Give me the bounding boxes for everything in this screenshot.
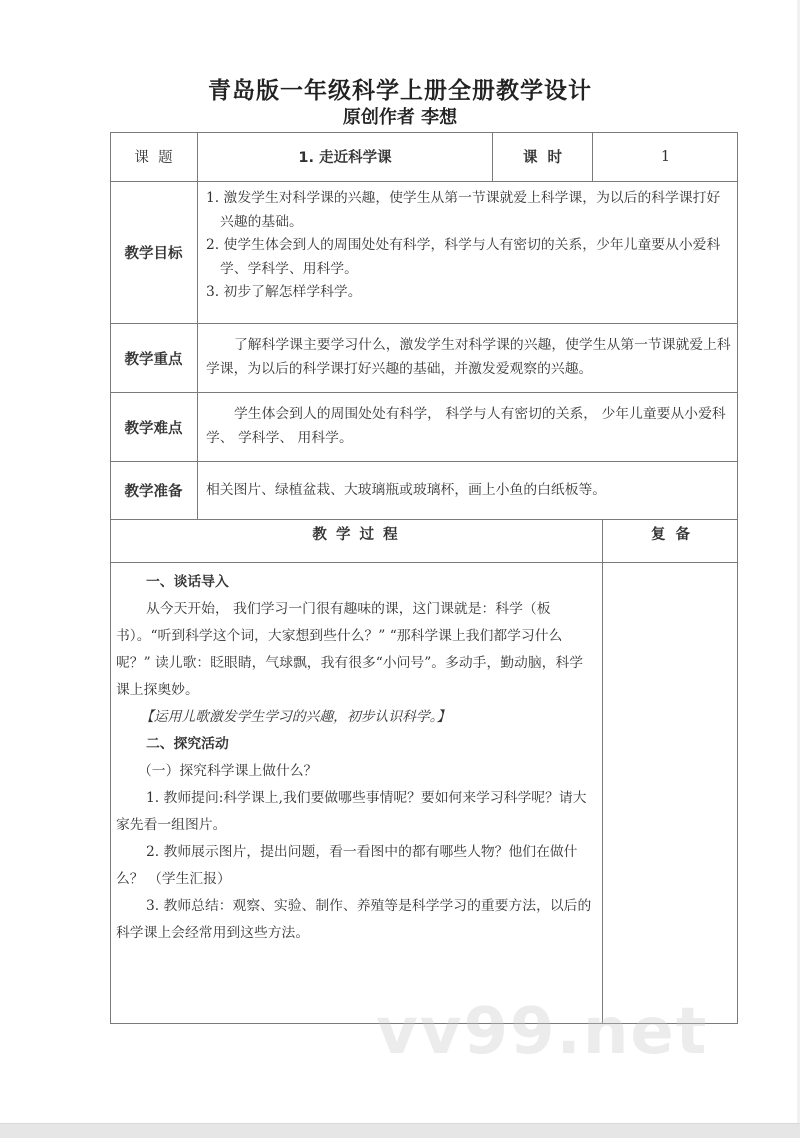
page-bottom-edge	[0, 1123, 800, 1138]
objective-item: 2. 使学生体会到人的周围处处有科学，科学与人有密切的关系，少年儿童要从小爱科学、学科学、用科学。	[206, 237, 721, 277]
document-title: 青岛版一年级科学上册全册教学设计	[208, 78, 592, 104]
difficulties-text: 学生体会到人的周围处处有科学， 科学与人有密切的关系， 少年儿童要从小爱科学、 学科学、 用科学。	[198, 393, 738, 462]
process-header: 教 学 过 程	[312, 527, 400, 543]
preparation-label: 教学准备	[110, 462, 198, 520]
review-header-cell	[603, 520, 738, 563]
inquiry-step: 3. 教师总结：观察、实验、制作、养殖等是科学学习的重要方法，以后的科学课上会经常用到这些方法。	[116, 898, 592, 941]
inquiry-step: 1. 教师提问:科学课上,我们要做哪些事情呢？要如何来学习科学呢？请大家先看一组图片。	[116, 790, 587, 833]
review-body	[603, 563, 738, 1024]
inquiry-subheading: （一）探究科学课上做什么？	[138, 763, 318, 779]
review-header: 复 备	[650, 527, 691, 543]
objectives-label: 教学目标	[110, 182, 198, 324]
objectives-content	[198, 182, 738, 324]
period-label: 课 时	[493, 132, 593, 182]
objective-item: 1. 激发学生对科学课的兴趣，使学生从第一节课就爱上科学课，为以后的科学课打好兴趣的基础。	[206, 190, 721, 230]
key-points-label: 教学重点	[110, 324, 198, 393]
objective-item: 3. 初步了解怎样学科学。	[206, 284, 362, 300]
topic-value: 1. 走近科学课	[198, 132, 493, 182]
inquiry-step: 2. 教师展示图片，提出问题，看一看图中的都有哪些人物？他们在做什么？ （学生汇报）	[116, 844, 578, 887]
intro-note: 【运用儿歌激发学生学习的兴趣，初步认识科学。】	[140, 709, 451, 725]
key-points-text: 了解科学课主要学习什么，激发学生对科学课的兴趣，使学生从第一节课就爱上科学课，为以后的科学课打好兴趣的基础，并激发爱观察的兴趣。	[198, 324, 738, 393]
preparation-text: 相关图片、绿植盆栽、大玻璃瓶或玻璃杯，画上小鱼的白纸板等。	[198, 462, 738, 520]
period-value: 1	[593, 132, 738, 182]
difficulties-label: 教学难点	[110, 393, 198, 462]
intro-paragraph: 从今天开始， 我们学习一门很有趣味的课，这门课就是：科学（板书）。“听到科学这个词，大家想到些什么？” “那科学课上我们都学习什么呢？” 读儿歌：眨眼睛，气球飘，我有很多“小问号”。多动手，勤动脑，科学课上探奥妙。	[116, 601, 584, 698]
process-header-cell	[110, 520, 603, 563]
section-heading-intro: 一、谈话导入	[146, 574, 229, 590]
watermark: vv99.net	[376, 995, 709, 1069]
process-body	[110, 563, 603, 1024]
document-author: 原创作者 李想	[342, 107, 458, 128]
topic-label: 课 题	[110, 132, 198, 182]
section-heading-inquiry: 二、探究活动	[146, 736, 229, 752]
